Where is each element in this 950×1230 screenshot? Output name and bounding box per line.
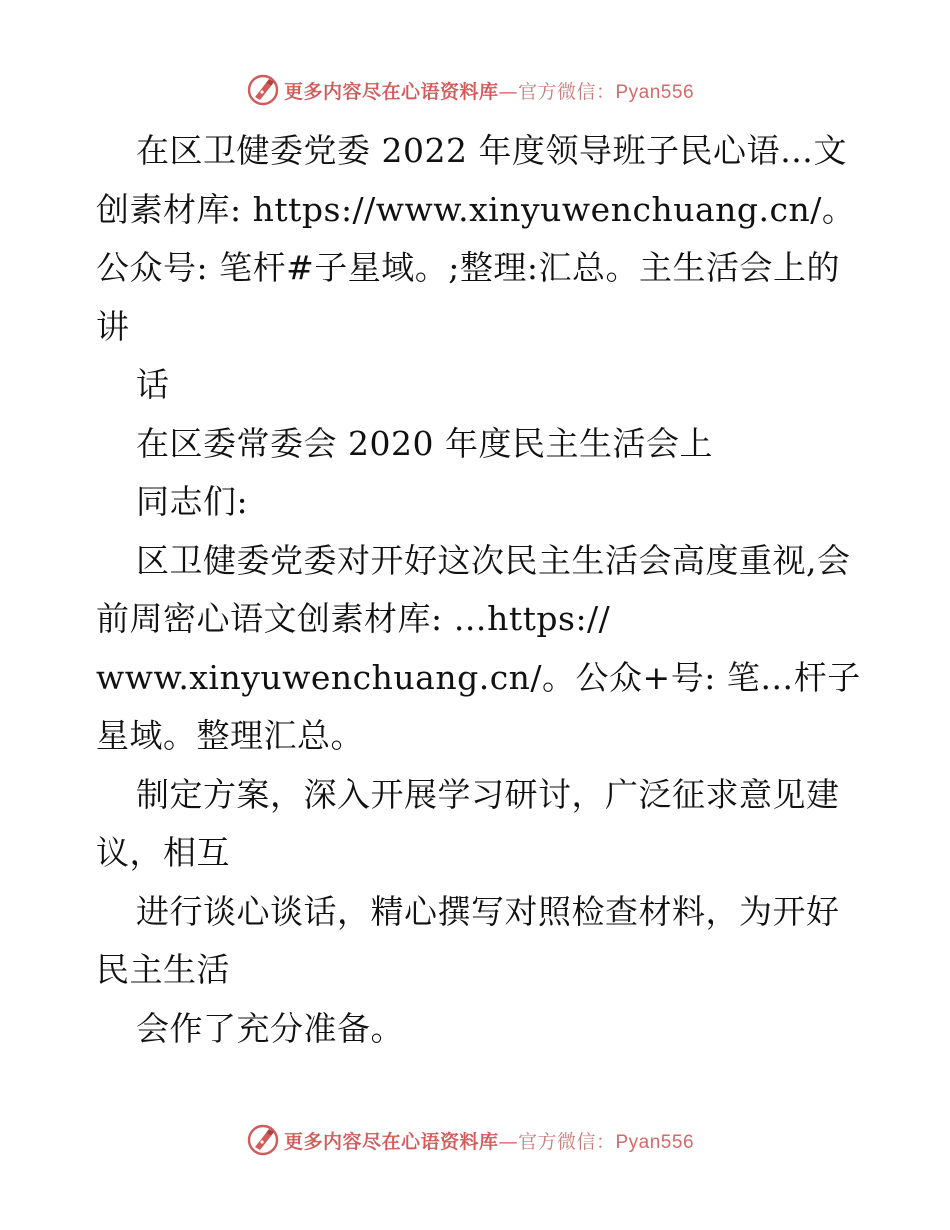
banner-wechat-id: Pyan556	[615, 1131, 695, 1153]
banner-separator: —	[498, 80, 518, 103]
document-body	[96, 122, 866, 1058]
banner-wechat-label: 官方微信：	[517, 80, 616, 103]
header-watermark-banner	[0, 70, 950, 110]
paragraph-subtitle: 在区委常委会 2020 年度民主生活会上	[136, 423, 713, 463]
paragraph-body-4: 会作了充分准备。	[136, 1008, 404, 1048]
footer-watermark-banner	[0, 1120, 950, 1160]
banner-wechat-id: Pyan556	[615, 81, 695, 103]
paragraph-body-1: 区卫健委党委对开好这次民主生活会高度重视,会前周密心语文创素材库: …https://	[96, 540, 851, 638]
paragraph-title: 在区卫健委党委 2022 年度领导班子民心语…文创素材库: https://www.xinyuwenchuang.cn/。公众号: 笔杆#子星域。;整理:汇总。主生活会上的讲	[96, 131, 856, 346]
paragraph-title-continued: 话	[136, 365, 170, 404]
pen-nib-logo-icon	[246, 73, 280, 107]
paragraph-salutation: 同志们:	[136, 482, 249, 521]
paragraph-body-1-url: www.xinyuwenchuang.cn/。公众+号: 笔…杆子星域。整理汇总。	[96, 657, 861, 755]
paragraph-body-2: 制定方案，深入开展学习研讨，广泛征求意见建议，相互	[96, 774, 840, 872]
banner-main-text: 更多内容尽在心语资料库	[283, 80, 499, 103]
pen-nib-logo-icon	[246, 1123, 280, 1157]
paragraph-body-3: 进行谈心谈话，精心撰写对照检查材料，为开好民主生活	[96, 891, 840, 989]
banner-wechat-label: 官方微信：	[517, 1130, 616, 1153]
banner-separator: —	[498, 1130, 518, 1153]
banner-main-text: 更多内容尽在心语资料库	[283, 1130, 499, 1153]
